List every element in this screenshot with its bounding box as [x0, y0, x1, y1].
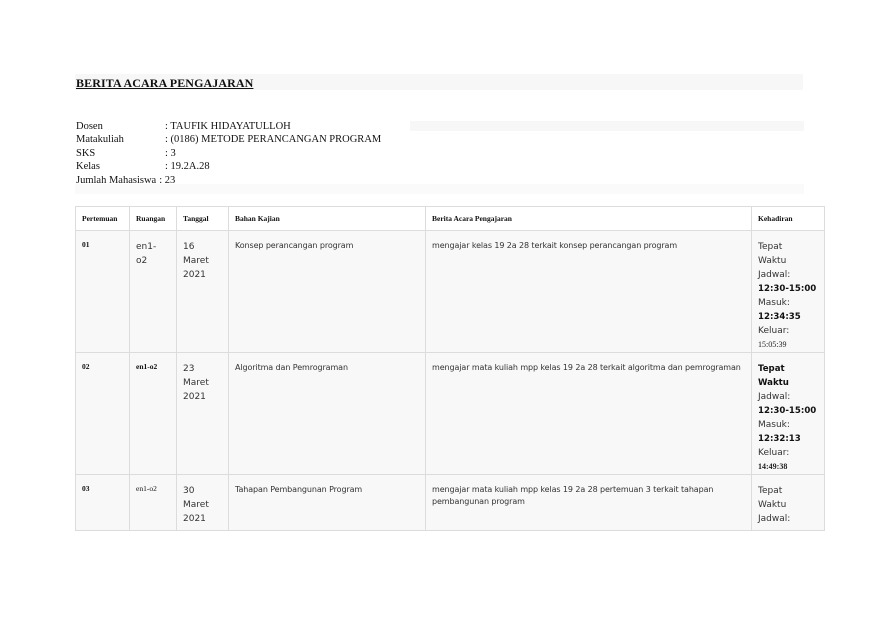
header-ruangan: Ruangan: [130, 207, 177, 231]
info-row-kelas: [76, 160, 381, 173]
kehadiran-waktu: Waktu: [758, 378, 789, 388]
kehadiran-jadwal-label: Jadwal:: [758, 392, 791, 402]
table-row: [76, 231, 825, 353]
info-row-dosen: [76, 120, 381, 133]
kehadiran-jadwal-label: Jadwal:: [758, 514, 791, 524]
cell-bahan-kajian: Tahapan Pembangunan Program: [229, 475, 426, 531]
kehadiran-jadwal: 12:30-15:00: [758, 406, 817, 416]
ruangan-line-2: o2: [136, 256, 148, 267]
jumlah-value: : 23: [159, 174, 176, 186]
dosen-value: : TAUFIK HIDAYATULLOH: [165, 121, 291, 132]
cell-berita-acara: mengajar mata kuliah mpp kelas 19 2a 28 pertemuan 3 terkait tahapan pembangunan program: [426, 475, 752, 531]
kehadiran-masuk-label: Masuk:: [758, 298, 790, 308]
kehadiran-masuk-label: Masuk:: [758, 420, 790, 430]
info-row-jumlah: [76, 174, 381, 187]
cell-kehadiran: [752, 231, 825, 353]
dosen-label: Dosen: [76, 121, 103, 132]
kehadiran-tepat: Tepat: [758, 364, 785, 374]
ruangan-line-1: en1-: [136, 242, 157, 252]
tanggal-day: 16: [183, 242, 195, 252]
cell-tanggal: [177, 475, 229, 531]
info-row-sks: [76, 147, 381, 160]
header-tanggal: Tanggal: [177, 207, 229, 231]
tanggal-year: 2021: [183, 514, 206, 525]
cell-berita-acara: mengajar mata kuliah mpp kelas 19 2a 28 terkait algoritma dan pemrograman: [426, 353, 752, 475]
sks-label: SKS: [76, 147, 96, 159]
kehadiran-keluar-label: Keluar:: [758, 326, 790, 336]
page-title: BERITA ACARA PENGAJARAN: [76, 76, 254, 90]
cell-tanggal: [177, 231, 229, 353]
kehadiran-waktu: Waktu: [758, 500, 787, 510]
info-row-matakuliah: [76, 133, 381, 146]
kehadiran-keluar: 14:49:38: [758, 462, 788, 471]
table-header-row: [76, 207, 825, 231]
tanggal-day: 30: [183, 486, 195, 496]
kelas-value: : 19.2A.28: [165, 161, 210, 173]
cell-pertemuan: 02: [76, 353, 130, 475]
sks-value: : 3: [165, 147, 176, 159]
kehadiran-jadwal-label: Jadwal:: [758, 270, 791, 280]
kehadiran-waktu: Waktu: [758, 256, 787, 266]
cell-pertemuan: 01: [76, 231, 130, 353]
kehadiran-keluar: 15:05:39: [758, 340, 787, 349]
cell-bahan-kajian: Konsep perancangan program: [229, 231, 426, 353]
kehadiran-tepat: Tepat: [758, 486, 783, 496]
tanggal-year: 2021: [183, 392, 206, 403]
cell-pertemuan: 03: [76, 475, 130, 531]
jumlah-label: Jumlah Mahasiswa: [76, 174, 157, 186]
tanggal-day: 23: [183, 364, 195, 374]
table-row: [76, 475, 825, 531]
info-highlight: [410, 121, 804, 131]
header-berita-acara: Berita Acara Pengajaran: [426, 207, 752, 231]
cell-bahan-kajian: Algoritma dan Pemrograman: [229, 353, 426, 475]
header-pertemuan: Pertemuan: [76, 207, 130, 231]
matakuliah-value: : (0186) METODE PERANCANGAN PROGRAM: [165, 134, 382, 146]
header-kehadiran: Kehadiran: [752, 207, 825, 231]
matakuliah-label: Matakuliah: [76, 134, 124, 146]
table-row: [76, 353, 825, 475]
teaching-record-table: [75, 206, 825, 531]
cell-ruangan: en1-o2: [130, 475, 177, 531]
course-info: [76, 120, 381, 187]
kehadiran-masuk: 12:34:35: [758, 312, 801, 322]
tanggal-month: Maret: [183, 500, 209, 511]
tanggal-year: 2021: [183, 270, 206, 281]
kelas-label: Kelas: [76, 161, 100, 173]
cell-ruangan: en1-o2: [130, 353, 177, 475]
cell-berita-acara: mengajar kelas 19 2a 28 terkait konsep perancangan program: [426, 231, 752, 353]
kehadiran-jadwal: 12:30-15:00: [758, 284, 817, 294]
kehadiran-masuk: 12:32:13: [758, 434, 801, 444]
cell-tanggal: [177, 353, 229, 475]
cell-kehadiran: [752, 353, 825, 475]
header-bahan-kajian: Bahan Kajian: [229, 207, 426, 231]
tanggal-month: Maret: [183, 256, 209, 267]
cell-ruangan: [130, 231, 177, 353]
kehadiran-tepat: Tepat: [758, 242, 783, 252]
kehadiran-keluar-label: Keluar:: [758, 448, 790, 458]
tanggal-month: Maret: [183, 378, 209, 389]
cell-kehadiran: [752, 475, 825, 531]
